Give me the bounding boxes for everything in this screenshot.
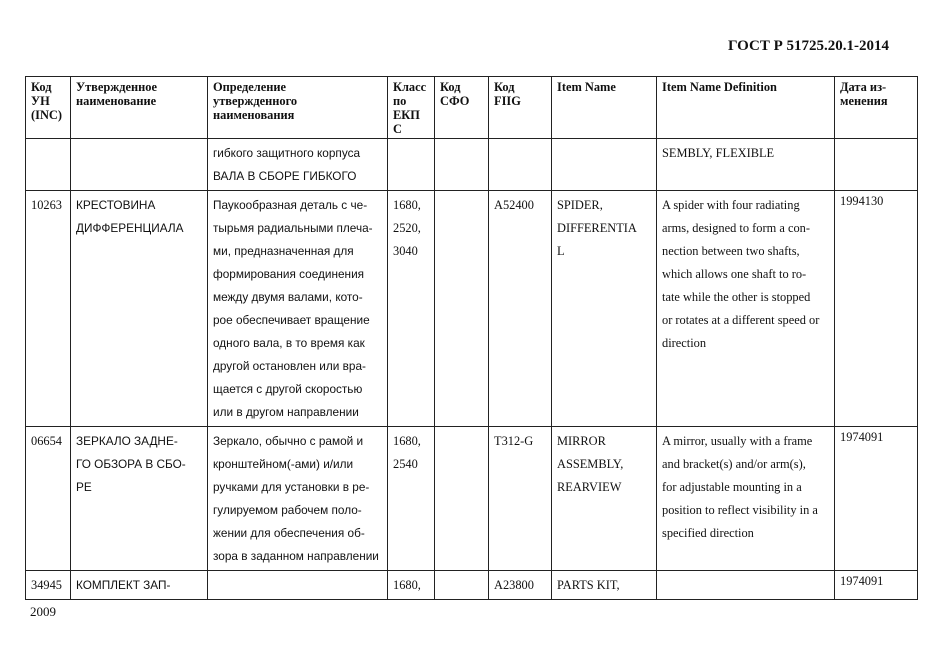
cell-approved-name (71, 139, 208, 191)
cell-fiig: T312-G (489, 427, 552, 571)
cell-sfo (435, 571, 489, 600)
cell-approved-name: КОМПЛЕКТ ЗАП- (71, 571, 208, 600)
table-row (26, 191, 918, 427)
cell-date: 1974091 (835, 571, 918, 600)
cell-item-name (552, 139, 657, 191)
table-header-row (26, 77, 918, 139)
cell-class (388, 139, 435, 191)
cell-item-name: SPIDER, DIFFERENTIA L (552, 191, 657, 427)
cell-sfo (435, 191, 489, 427)
column-header-date: Дата из- менения (835, 77, 918, 139)
column-header-approved-name: Утвержденное наименование (71, 77, 208, 139)
cell-inc: 10263 (26, 191, 71, 427)
cell-approved-name: КРЕСТОВИНА ДИФФЕРЕНЦИАЛА (71, 191, 208, 427)
page-number: 2009 (30, 604, 56, 619)
cell-definition: Зеркало, обычно с рамой и кронштейном(-ами) и/или ручками для установки в ре- гулируемом рабочем поло- жении для обеспечения об- зора в заданном направлении (208, 427, 388, 571)
cell-date (835, 139, 918, 191)
document-code: ГОСТ Р 51725.20.1-2014 (727, 38, 889, 54)
table-row (26, 571, 918, 600)
cell-sfo (435, 139, 489, 191)
cell-class: 1680, 2540 (388, 427, 435, 571)
cell-fiig (489, 139, 552, 191)
cell-item-name-definition (657, 571, 835, 600)
cell-definition: гибкого защитного корпуса ВАЛА В СБОРЕ ГИБКОГО (208, 139, 388, 191)
cell-approved-name: ЗЕРКАЛО ЗАДНЕ- ГО ОБЗОРА В СБО- РЕ (71, 427, 208, 571)
cell-date: 1974091 (835, 427, 918, 571)
column-header-item-name: Item Name (552, 77, 657, 139)
cell-inc: 06654 (26, 427, 71, 571)
column-header-item-name-definition: Item Name Definition (657, 77, 835, 139)
column-header-definition: Определение утвержденного наименования (208, 77, 388, 139)
cell-definition: Паукообразная деталь с че- тырьмя радиальными плеча- ми, предназначенная для формирования соединения между двумя валами, кото- рое обеспечивает вращение одного вала, в то время как другой остановлен или вра- щается с другой скоростью или в другом направлении (208, 191, 388, 427)
column-header-sfo: Код СФО (435, 77, 489, 139)
cell-class: 1680, 2520, 3040 (388, 191, 435, 427)
table-row (26, 427, 918, 571)
cell-item-name: MIRROR ASSEMBLY, REARVIEW (552, 427, 657, 571)
cell-inc (26, 139, 71, 191)
cell-item-name: PARTS KIT, (552, 571, 657, 600)
cell-date: 1994130 (835, 191, 918, 427)
table-row (26, 139, 918, 191)
cell-inc: 34945 (26, 571, 71, 600)
cell-item-name-definition: A mirror, usually with a frame and bracket(s) and/or arm(s), for adjustable mounting in a position to reflect visibility in a specified direction (657, 427, 835, 571)
catalog-table (25, 76, 918, 600)
cell-fiig: A52400 (489, 191, 552, 427)
cell-item-name-definition: A spider with four radiating arms, designed to form a con- nection between two shafts, which allows one shaft to ro- tate while the other is stopped or rotates at a different speed or direction (657, 191, 835, 427)
cell-fiig: A23800 (489, 571, 552, 600)
column-header-class: Класс по ЕКП С (388, 77, 435, 139)
cell-definition (208, 571, 388, 600)
column-header-fiig: Код FIIG (489, 77, 552, 139)
column-header-inc: Код УН (INC) (26, 77, 71, 139)
cell-item-name-definition: SEMBLY, FLEXIBLE (657, 139, 835, 191)
cell-class: 1680, (388, 571, 435, 600)
cell-sfo (435, 427, 489, 571)
